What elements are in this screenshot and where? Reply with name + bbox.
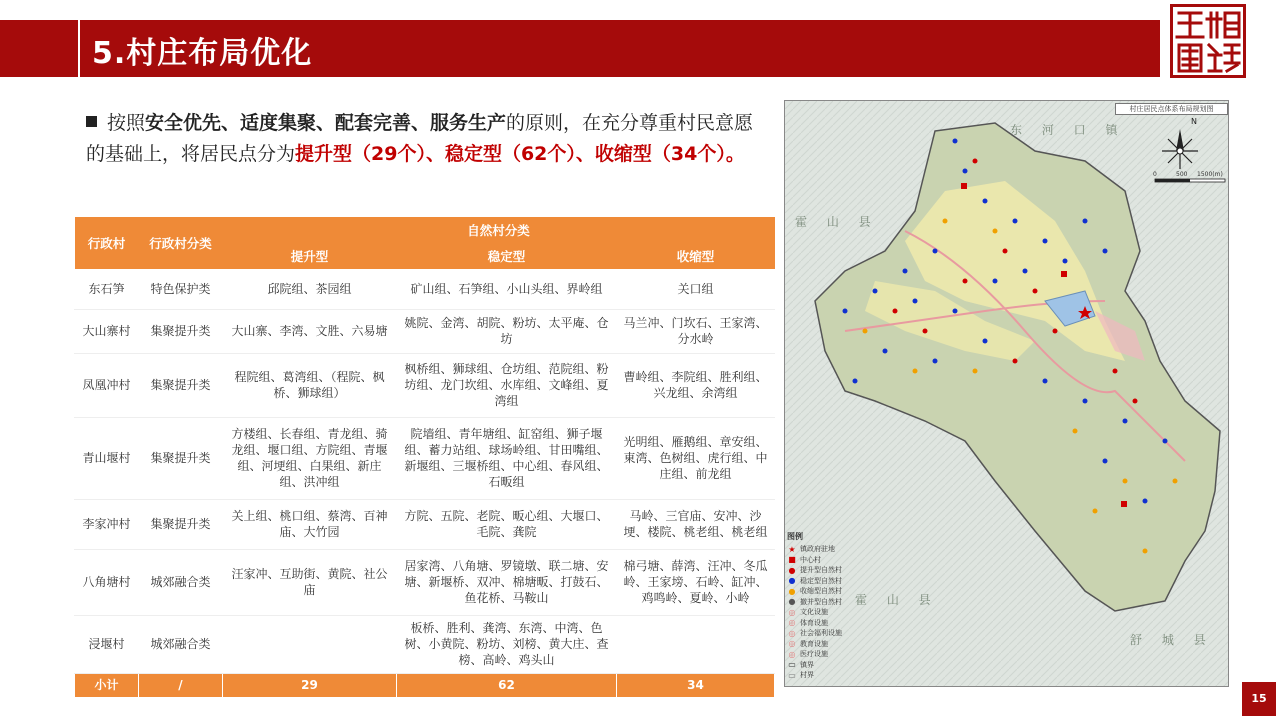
seal-logo: [1170, 4, 1246, 78]
header-shrink: 收缩型: [617, 243, 775, 269]
legend-item: ★ 镇政府驻地: [788, 544, 835, 554]
legend-item: ▭ 镇界: [788, 660, 814, 670]
sports-facility-icon: ◎: [788, 618, 796, 628]
legend-item: ■ 中心村: [788, 555, 821, 565]
map-title: 村庄居民点体系布局规划图: [1115, 103, 1228, 115]
header-natural-group: 自然村分类: [223, 217, 775, 243]
intro-principles: 安全优先、适度集聚、配套完善、服务生产: [145, 112, 507, 134]
table-row: [75, 309, 775, 353]
cell-type: 集聚提升类: [139, 353, 223, 417]
intro-paragraph: [86, 108, 756, 170]
cell-shrink: 关口组: [617, 269, 775, 309]
map-label-shucheng: 舒 城 县: [1130, 633, 1214, 647]
cell-village: 东石笋: [75, 269, 139, 309]
village-boundary-icon: ▭: [788, 670, 796, 680]
cell-shrink: [617, 615, 775, 673]
legend-item: ● 提升型自然村: [788, 565, 842, 575]
village-classification-table: [74, 217, 775, 698]
total-shrink: 34: [617, 673, 775, 697]
total-type: /: [139, 673, 223, 697]
dot-icon: ●: [788, 586, 796, 596]
cell-stable: 枫桥组、狮球组、仓坊组、范院组、粉坊组、龙门坎组、水库组、文峰组、夏湾组: [397, 353, 617, 417]
cell-stable: 居家湾、八角塘、罗镜墩、联二塘、安塘、新堰桥、双冲、棉塘畈、打鼓石、鱼花桥、马鞍山: [397, 549, 617, 615]
table-total-row: [75, 673, 775, 697]
cell-type: 特色保护类: [139, 269, 223, 309]
header-stable: 稳定型: [397, 243, 617, 269]
table-row: [75, 499, 775, 549]
page-number: 15: [1242, 682, 1276, 716]
table-row: [75, 417, 775, 499]
cell-upgrade: 邱院组、茶园组: [223, 269, 397, 309]
table-row: [75, 615, 775, 673]
cell-shrink: 光明组、雁鹅组、章安组、東湾、色树组、虎行组、中庄组、前龙组: [617, 417, 775, 499]
title-bar: [0, 20, 1160, 77]
cell-upgrade: 大山寨、李湾、文胜、六易塘: [223, 309, 397, 353]
legend-item: ◎ 社会福利设施: [788, 628, 842, 638]
header-admin-village: 行政村: [75, 217, 139, 269]
legend-item: ◎ 体育设施: [788, 618, 828, 628]
cell-village: 大山寨村: [75, 309, 139, 353]
legend-title: 图例: [787, 532, 803, 541]
cell-type: 集聚提升类: [139, 417, 223, 499]
culture-facility-icon: ◎: [788, 607, 796, 617]
cell-shrink: 棉弓塘、薛湾、汪冲、冬瓜岭、王家塝、石岭、缸冲、鸡鸣岭、夏岭、小岭: [617, 549, 775, 615]
map-label-huoshan-south: 霍 山 县: [855, 593, 939, 607]
cell-upgrade: 方楼组、长春组、青龙组、骑龙组、堰口组、方院组、青堰组、河埂组、白果组、新庄组、洪冲组: [223, 417, 397, 499]
cell-village: 八角塘村: [75, 549, 139, 615]
cell-village: 青山堰村: [75, 417, 139, 499]
cell-type: 集聚提升类: [139, 309, 223, 353]
header-upgrade: 提升型: [223, 243, 397, 269]
bullet-icon: [86, 116, 97, 127]
square-icon: ■: [788, 555, 796, 565]
cell-type: 集聚提升类: [139, 499, 223, 549]
total-stable: 62: [397, 673, 617, 697]
cell-stable: 矿山组、石笋组、小山头组、界岭组: [397, 269, 617, 309]
cell-upgrade: [223, 615, 397, 673]
cell-upgrade: 程院组、葛湾组、（程院、枫桥、狮球组）: [223, 353, 397, 417]
cell-type: 城郊融合类: [139, 549, 223, 615]
welfare-facility-icon: ◎: [788, 628, 796, 638]
cell-upgrade: 关上组、桃口组、蔡湾、百神庙、大竹园: [223, 499, 397, 549]
cell-village: 浸堰村: [75, 615, 139, 673]
cell-shrink: 马岭、三官庙、安冲、沙埂、楼院、桃老组、桃老组: [617, 499, 775, 549]
total-upgrade: 29: [223, 673, 397, 697]
cell-shrink: 马兰冲、门坎石、王家湾、分水岭: [617, 309, 775, 353]
scale-label-0: 0: [1153, 171, 1157, 178]
legend-item: ● 稳定型自然村: [788, 576, 842, 586]
star-icon: ★: [788, 544, 796, 554]
dot-icon: ●: [788, 597, 796, 607]
cell-stable: 姚院、金湾、胡院、粉坊、太平庵、仓坊: [397, 309, 617, 353]
table-row: [75, 353, 775, 417]
cell-stable: 方院、五院、老院、畈心组、大堰口、毛院、龚院: [397, 499, 617, 549]
scale-label-1500: 1500(m): [1197, 171, 1223, 178]
education-facility-icon: ◎: [788, 639, 796, 649]
cell-type: 城郊融合类: [139, 615, 223, 673]
town-boundary-icon: ▭: [788, 660, 796, 670]
table-row: [75, 549, 775, 615]
dot-icon: ●: [788, 565, 796, 575]
legend-item: ● 收缩型自然村: [788, 586, 842, 596]
layout-planning-map: [784, 100, 1229, 687]
page-title: 5.村庄布局优化: [92, 36, 313, 71]
legend-item: ▭ 村界: [788, 670, 814, 680]
intro-suffix: 。: [725, 143, 745, 165]
table-row: [75, 269, 775, 309]
intro-middle: 的原则，在充分尊重村民意愿的基础上，将居民点分为: [86, 112, 754, 165]
cell-stable: 院墙组、青年塘组、缸窑组、狮子堰组、蓄力站组、球场岭组、甘田嘴组、新堰组、三堰桥组、中心组、春风组、石畈组: [397, 417, 617, 499]
cell-village: 李家冲村: [75, 499, 139, 549]
legend-item: ◎ 教育设施: [788, 639, 828, 649]
map-label-east-town: 东 河 口 镇: [1010, 123, 1126, 137]
title-separator: [78, 20, 80, 77]
scale-label-500: 500: [1176, 171, 1188, 178]
legend-item: ● 撤并型自然村: [788, 597, 842, 607]
north-label: N: [1191, 117, 1197, 126]
intro-prefix: 按照: [107, 112, 146, 134]
dot-icon: ●: [788, 576, 796, 586]
cell-stable: 板桥、胜利、龚湾、东湾、中湾、色树、小黄院、粉坊、刘榜、黄大庄、查榜、高岭、鸡头山: [397, 615, 617, 673]
seal-icon: [1173, 7, 1243, 75]
medical-facility-icon: ◎: [788, 649, 796, 659]
map-legend: [787, 531, 877, 681]
cell-shrink: 曹岭组、李院组、胜利组、兴龙组、余湾组: [617, 353, 775, 417]
cell-upgrade: 汪家冲、互助街、黄院、社公庙: [223, 549, 397, 615]
header-admin-type: 行政村分类: [139, 217, 223, 269]
map-label-huoshan-north: 霍 山 县: [795, 215, 879, 229]
intro-types: 提升型（29个）、稳定型（62个）、收缩型（34个）: [295, 143, 726, 165]
total-label: 小计: [75, 673, 139, 697]
legend-item: ◎ 医疗设施: [788, 649, 828, 659]
legend-item: ◎ 文化设施: [788, 607, 828, 617]
cell-village: 凤凰冲村: [75, 353, 139, 417]
scale-bar: [1155, 179, 1225, 182]
